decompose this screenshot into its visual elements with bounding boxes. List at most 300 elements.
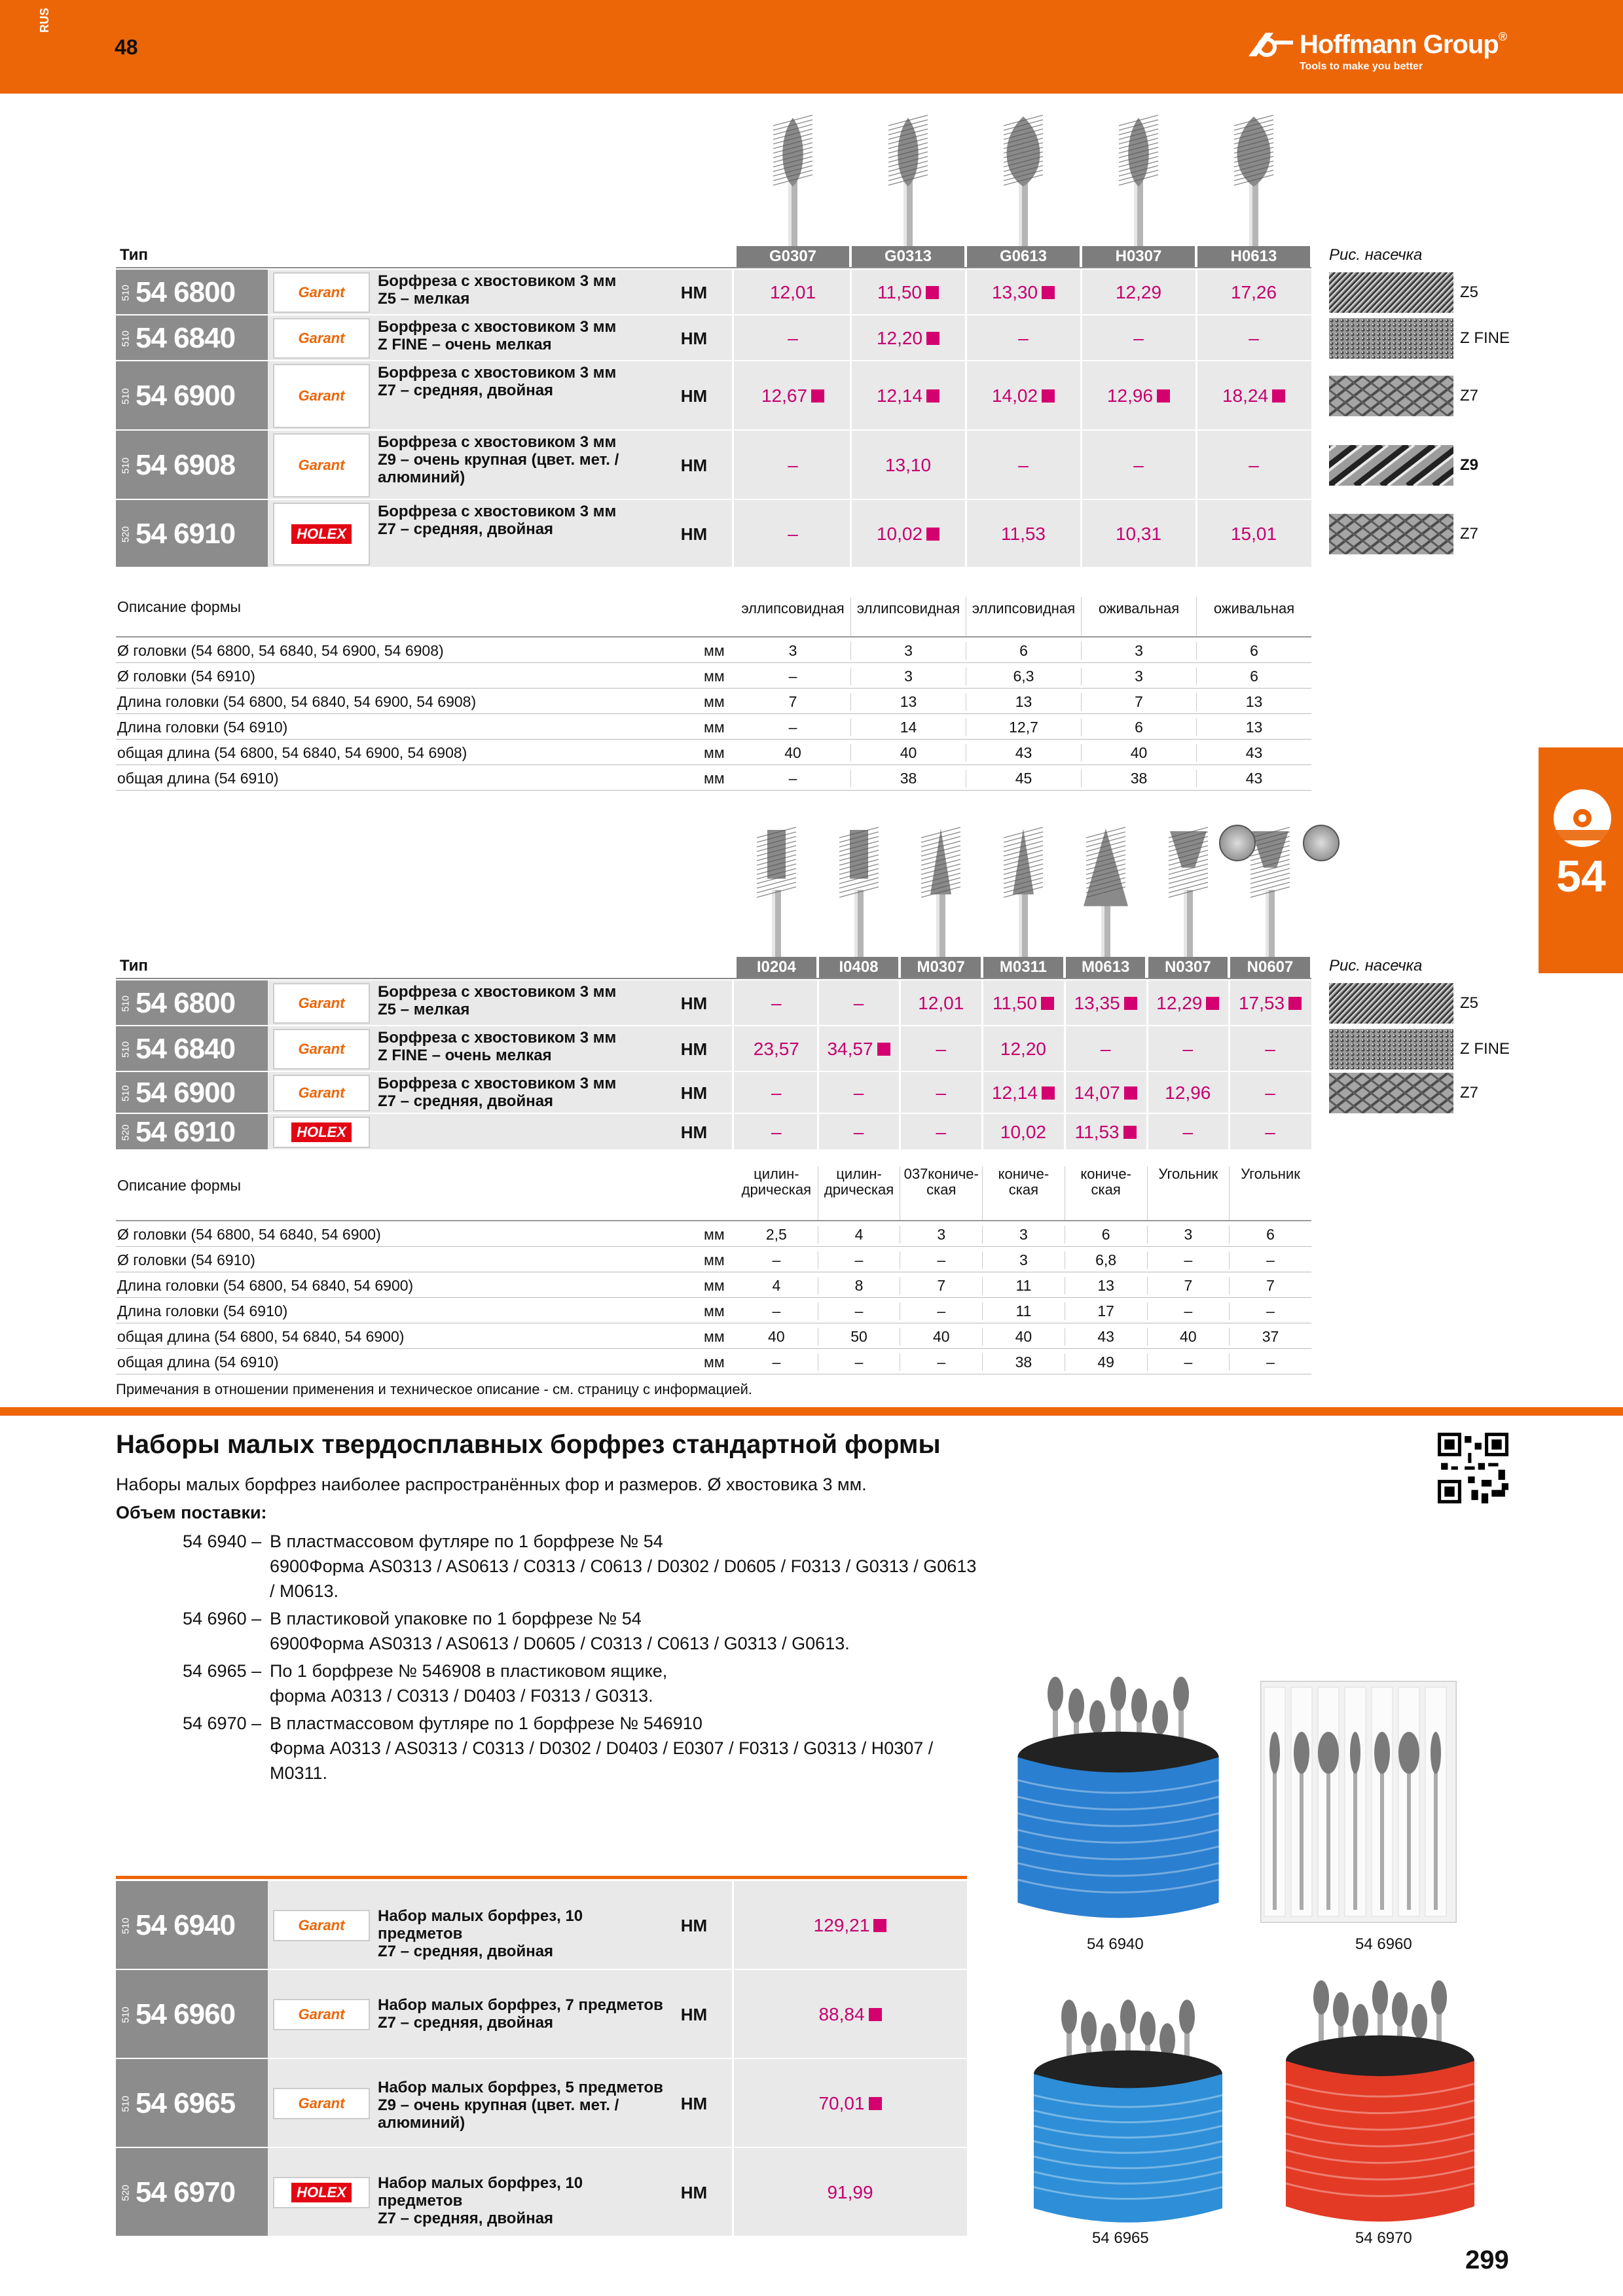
price-cell[interactable]	[735, 315, 850, 361]
column-separator	[981, 1072, 983, 1114]
column-header: M0613	[1066, 957, 1146, 978]
spec-value: 3	[1147, 1226, 1230, 1244]
price-value: 14,02	[991, 386, 1038, 406]
set-image-546970	[1282, 1977, 1478, 2232]
price-cell[interactable]	[850, 361, 966, 431]
spec-value: 3	[850, 668, 966, 685]
price-cell[interactable]	[966, 431, 1081, 500]
price-cell[interactable]	[966, 500, 1081, 568]
scope-item-line: форма A0313 / C0313 / D0403 / F0313 / G0313.	[270, 1686, 653, 1706]
article-number	[116, 1072, 268, 1114]
in-stock-marker	[1288, 997, 1302, 1010]
price-cell[interactable]	[818, 980, 900, 1026]
shape-name	[818, 1166, 900, 1220]
spec-value: –	[1229, 1302, 1311, 1320]
price-cell[interactable]	[1065, 1026, 1147, 1072]
column-separator	[1080, 361, 1082, 431]
description-line: Набор малых борфрез, 7 предметов	[378, 1996, 663, 2014]
cut-pattern-name: Z7	[1460, 525, 1479, 543]
column-separator	[981, 1026, 983, 1072]
price-value: –	[1182, 1122, 1194, 1142]
spec-value: 40	[850, 744, 966, 762]
price-cell[interactable]	[1229, 1026, 1311, 1072]
price-cell[interactable]	[1081, 361, 1196, 431]
shape-name	[1081, 597, 1196, 636]
column-separator	[732, 431, 734, 500]
burr-image	[1159, 823, 1218, 971]
shape-line: дрическая	[824, 1181, 894, 1198]
type-label: Тип	[120, 957, 148, 975]
scope-item-line: В пластмассовом футляре по 1 борфрезе № 54	[270, 1532, 663, 1551]
price-value: 13,35	[1074, 993, 1120, 1013]
column-separator	[1146, 1072, 1148, 1114]
shape-name	[735, 1166, 818, 1220]
price-cell[interactable]	[850, 315, 966, 361]
spec-value: 43	[1065, 1328, 1147, 1346]
price-cell[interactable]	[735, 431, 850, 500]
shape-line: цилин-	[754, 1166, 799, 1182]
spec-label: Длина головки (54 6910)	[117, 719, 288, 736]
material-hm: HM	[680, 2005, 708, 2024]
spec-value: 13	[1196, 719, 1311, 736]
price-cell[interactable]	[733, 2148, 967, 2237]
price-cell[interactable]	[982, 1072, 1065, 1114]
price-value: 11,50	[992, 993, 1037, 1013]
description-line: Z5 – мелкая	[378, 1001, 470, 1018]
spec-value: –	[772, 1251, 781, 1268]
price-value: –	[788, 524, 798, 544]
spec-value: 11	[982, 1277, 1065, 1295]
shape-label: Описание формы	[117, 1177, 242, 1194]
price-cell[interactable]	[818, 1114, 900, 1151]
scope-item-code: 54 6960 –	[183, 1609, 262, 1628]
cut-pattern-swatch	[1329, 272, 1453, 313]
material-hm: HM	[680, 329, 708, 348]
cut-pattern-name: Z FINE	[1460, 1040, 1510, 1058]
column-separator	[817, 1072, 819, 1114]
article-number-text: 54 6800	[136, 276, 236, 308]
description-line: Z9 – очень крупная (цвет. мет. /	[378, 2096, 619, 2114]
price-cell[interactable]	[982, 1114, 1065, 1151]
price-value: 11,53	[1074, 1122, 1120, 1142]
price-value: 13,10	[884, 455, 932, 475]
in-stock-marker	[926, 332, 939, 345]
price-cell[interactable]	[735, 1072, 818, 1114]
in-stock-marker	[1124, 997, 1137, 1010]
in-stock-marker	[869, 2097, 882, 2110]
price-cell[interactable]	[735, 1026, 818, 1072]
garant-logo: Garant	[298, 330, 345, 346]
price-cell[interactable]	[1065, 1072, 1147, 1114]
brand-logo	[273, 318, 370, 359]
price-value: 34,57	[827, 1039, 873, 1059]
garant-logo: Garant	[298, 284, 345, 300]
price-value: 12,14	[991, 1083, 1038, 1103]
column-separator	[850, 431, 852, 500]
row-separator	[116, 2236, 967, 2238]
product-description	[378, 272, 666, 308]
price-value: –	[1265, 1122, 1275, 1142]
spec-value: 3	[982, 1251, 1065, 1269]
chapter-number: 54	[1556, 852, 1606, 901]
price-cell[interactable]	[733, 1881, 967, 1970]
material-hm: HM	[680, 994, 708, 1013]
price-cell[interactable]	[735, 980, 818, 1026]
brand-logo	[273, 2177, 370, 2208]
column-separator	[1064, 980, 1066, 1026]
shape-line: эллипсовидная	[856, 600, 960, 617]
page-number-left: 48	[115, 35, 138, 59]
price-cell[interactable]	[966, 315, 1081, 361]
spec-value: 3	[850, 642, 966, 660]
price-cell[interactable]	[900, 1026, 982, 1072]
price-cell[interactable]	[982, 980, 1065, 1026]
column-header: M0311	[983, 957, 1063, 978]
price-value: –	[771, 993, 782, 1013]
spec-value: 43	[1196, 744, 1311, 762]
column-header: G0307	[737, 246, 849, 267]
description-line: Борфреза с хвостовиком 3 мм	[378, 1029, 617, 1047]
garant-logo: Garant	[298, 2006, 345, 2022]
brand-logo	[273, 1117, 370, 1148]
spec-value: 6	[1196, 642, 1311, 660]
scope-item-line: В пластмассовом футляре по 1 борфрезе № 546910	[270, 1713, 702, 1733]
article-number	[116, 315, 268, 361]
in-stock-marker	[1123, 1126, 1137, 1139]
price-cell[interactable]	[818, 1026, 900, 1072]
price-value: –	[788, 455, 798, 475]
price-value: 10,02	[1000, 1122, 1046, 1142]
article-number	[116, 431, 268, 500]
spec-value: 40	[768, 1328, 785, 1345]
spec-value: 11	[982, 1302, 1065, 1320]
column-separator	[1228, 1026, 1230, 1072]
dovetail-top-view-icon	[1303, 825, 1340, 861]
cut-pattern-swatch	[1329, 983, 1453, 1024]
shape-line: дрическая	[741, 1181, 811, 1198]
spec-value: 3	[900, 1226, 982, 1244]
price-cell[interactable]	[735, 500, 850, 568]
spec-value: –	[772, 1354, 781, 1371]
article-number-text: 54 6970	[136, 2176, 236, 2208]
price-cell[interactable]	[850, 431, 966, 500]
product-description	[378, 318, 666, 353]
column-separator	[732, 361, 734, 431]
price-value: –	[1133, 328, 1144, 348]
price-group: 520	[120, 526, 132, 543]
price-value: –	[1249, 455, 1259, 475]
price-cell[interactable]	[735, 1114, 818, 1151]
spec-value: 7	[1147, 1277, 1230, 1295]
price-group: 520	[120, 2184, 132, 2201]
column-separator	[1080, 270, 1082, 315]
language-label: RUS	[38, 7, 51, 33]
column-separator	[732, 270, 734, 315]
material-hm: HM	[680, 456, 708, 475]
shape-line: ская	[926, 1181, 957, 1198]
in-stock-marker	[1124, 1086, 1137, 1100]
price-cell[interactable]	[966, 270, 1081, 315]
price-cell[interactable]	[1196, 270, 1311, 315]
in-stock-marker	[926, 528, 939, 541]
price-cell[interactable]	[1229, 1114, 1311, 1151]
price-cell[interactable]	[1147, 1072, 1230, 1114]
spec-value: –	[1229, 1251, 1311, 1269]
spec-value: 6	[1196, 668, 1311, 685]
article-number-text: 54 6908	[136, 449, 236, 481]
scope-item-line: M0311.	[270, 1763, 328, 1783]
column-separator	[1080, 500, 1082, 568]
scope-item-code: 54 6940 –	[183, 1532, 262, 1551]
article-number	[116, 2148, 268, 2237]
column-separator	[1080, 431, 1082, 500]
price-value: 12,20	[876, 328, 923, 348]
column-separator	[1146, 1026, 1148, 1072]
qr-code-icon[interactable]	[1438, 1433, 1508, 1503]
price-cell[interactable]	[1081, 315, 1196, 361]
set-image-546940	[1013, 1673, 1223, 1928]
spec-label: Длина головки (54 6910)	[117, 1302, 288, 1319]
material-hm: HM	[680, 524, 708, 544]
article-number	[116, 1114, 268, 1151]
price-value: 88,84	[818, 2004, 865, 2024]
price-cell[interactable]	[733, 1970, 967, 2059]
article-number	[116, 980, 268, 1026]
header-line	[116, 978, 1311, 979]
spec-value: 6	[1065, 1226, 1147, 1244]
description-line: Набор малых борфрез, 10 предметов	[378, 1907, 583, 1943]
column-separator	[850, 361, 852, 431]
spec-value: 7	[1229, 1277, 1311, 1295]
spec-unit: мм	[704, 1251, 725, 1268]
scope-label: Объем поставки:	[116, 1503, 267, 1522]
price-value: 129,21	[813, 1915, 870, 1935]
price-cell[interactable]	[1147, 980, 1230, 1026]
price-cell[interactable]	[1229, 980, 1311, 1026]
in-stock-marker	[1042, 1086, 1055, 1100]
spec-value: 6,8	[1065, 1251, 1147, 1269]
spec-value: 17	[1065, 1302, 1147, 1320]
grinding-wheel-icon	[1550, 785, 1615, 851]
cut-pattern-swatch	[1329, 318, 1453, 359]
spec-unit: мм	[704, 1328, 725, 1345]
price-value: –	[853, 1122, 864, 1142]
scope-item-line: / M0613.	[270, 1581, 339, 1601]
product-description	[378, 433, 666, 486]
price-cell[interactable]	[900, 1072, 982, 1114]
spec-value: –	[900, 1251, 982, 1269]
description-line: Борфреза с хвостовиком 3 мм	[378, 1075, 617, 1092]
description-line: Z FINE – очень мелкая	[378, 336, 552, 353]
spec-label: Длина головки (54 6800, 54 6840, 54 6900, 54 6908)	[117, 693, 477, 710]
material-hm: HM	[680, 386, 708, 406]
in-stock-marker	[1272, 389, 1285, 403]
spec-label: Ø головки (54 6910)	[117, 1251, 255, 1268]
column-header: M0307	[901, 957, 981, 978]
price-value: 10,02	[876, 524, 923, 544]
scope-item-code: 54 6970 –	[183, 1713, 262, 1733]
cut-pattern-name: Z7	[1460, 1084, 1479, 1102]
column-separator	[1195, 315, 1197, 361]
spec-label: Длина головки (54 6800, 54 6840, 54 6900)	[117, 1277, 414, 1294]
description-line: Z7 – средняя, двойная	[378, 2210, 554, 2227]
brand-logo	[273, 983, 370, 1024]
shape-line: коничe-	[998, 1166, 1049, 1182]
column-separator	[732, 500, 734, 568]
spec-label: общая длина (54 6910)	[117, 1354, 279, 1371]
column-separator	[1195, 361, 1197, 431]
set-image-caption: 54 6940	[1087, 1935, 1144, 1953]
price-cell[interactable]	[1196, 315, 1311, 361]
column-separator	[817, 1026, 819, 1072]
column-separator	[899, 1072, 901, 1114]
price-cell[interactable]	[1081, 500, 1196, 568]
burr-image	[830, 823, 888, 971]
article-number-text: 54 6940	[136, 1909, 236, 1941]
set-image-546965	[1030, 1996, 1226, 2232]
shape-line: Угольник	[1241, 1166, 1300, 1182]
column-separator	[850, 500, 852, 568]
scope-item-line: В пластиковой упаковке по 1 борфрезе № 54	[270, 1609, 642, 1628]
price-cell[interactable]	[735, 270, 850, 315]
column-separator	[850, 315, 852, 361]
shape-line: цилин-	[836, 1166, 882, 1182]
price-value: –	[1018, 328, 1029, 348]
sets-title: Наборы малых твердосплавных борфрез стандартной формы	[116, 1430, 941, 1459]
description-line: Z FINE – очень мелкая	[378, 1047, 552, 1064]
column-separator	[1228, 980, 1230, 1026]
column-separator	[1195, 431, 1197, 500]
article-number	[116, 1970, 268, 2059]
brand-logo	[273, 433, 370, 497]
spec-value: 40	[1081, 744, 1196, 762]
column-separator	[817, 1114, 819, 1151]
column-separator	[1195, 270, 1197, 315]
spec-value: 38	[982, 1354, 1065, 1371]
price-value: 14,07	[1074, 1083, 1120, 1103]
garant-logo: Garant	[298, 1085, 345, 1101]
spec-value: 13	[966, 693, 1081, 711]
price-cell[interactable]	[1147, 1114, 1230, 1151]
shape-name	[1065, 1166, 1147, 1220]
column-separator	[1228, 1072, 1230, 1114]
price-cell[interactable]	[1196, 500, 1311, 568]
price-cell[interactable]	[1065, 980, 1147, 1026]
spec-value: 3	[788, 642, 797, 659]
shape-name	[1196, 597, 1311, 636]
price-value: 12,67	[761, 386, 808, 406]
shape-line: эллипсовидная	[741, 600, 845, 617]
price-cell[interactable]	[1081, 270, 1196, 315]
column-header: H0613	[1197, 246, 1310, 267]
column-header: G0313	[852, 246, 964, 267]
spec-label: общая длина (54 6800, 54 6840, 54 6900)	[117, 1328, 405, 1345]
shape-name	[1229, 1166, 1311, 1220]
spec-value: 8	[818, 1277, 900, 1295]
price-group: 510	[120, 995, 132, 1012]
price-cell[interactable]	[1196, 431, 1311, 500]
price-value: 12,96	[1106, 386, 1154, 406]
spec-value: 4	[772, 1277, 781, 1294]
article-number-text: 54 6900	[136, 1077, 236, 1109]
price-cell[interactable]	[1065, 1114, 1147, 1151]
price-cell[interactable]	[850, 500, 966, 568]
column-separator	[1146, 980, 1148, 1026]
price-cell[interactable]	[1196, 361, 1311, 431]
column-separator	[981, 980, 983, 1026]
spec-value: 50	[818, 1328, 900, 1346]
brand-logo	[273, 1910, 370, 1941]
price-value: –	[1018, 455, 1029, 475]
spec-value: 2,5	[765, 1226, 787, 1243]
product-description	[378, 503, 666, 538]
description-line: Z7 – средняя, двойная	[378, 1943, 554, 1960]
price-value: 13,30	[991, 282, 1038, 302]
price-cell[interactable]	[733, 2059, 967, 2148]
price-cell[interactable]	[1229, 1072, 1311, 1114]
description-line: Борфреза с хвостовиком 3 мм	[378, 503, 617, 520]
column-separator	[965, 500, 967, 568]
spec-unit: мм	[704, 1302, 725, 1319]
price-value: –	[1265, 1083, 1275, 1103]
garant-logo: Garant	[298, 1041, 345, 1057]
spec-label: общая длина (54 6800, 54 6840, 54 6900, 54 6908)	[117, 744, 467, 761]
price-cell[interactable]	[966, 361, 1081, 431]
brand-logo	[273, 272, 370, 313]
set-image-caption: 54 6965	[1092, 2229, 1149, 2247]
price-group: 510	[120, 284, 132, 301]
column-separator	[732, 1114, 734, 1151]
spec-value: 13	[1065, 1277, 1147, 1295]
cut-pattern-swatch	[1329, 1029, 1453, 1069]
price-value: 12,14	[876, 386, 923, 406]
price-cell[interactable]	[850, 270, 966, 315]
spec-value: –	[900, 1302, 982, 1320]
article-number-text: 54 6910	[136, 518, 236, 550]
price-group: 510	[120, 1085, 132, 1102]
spec-value: –	[788, 719, 797, 736]
description-line: Z7 – средняя, двойная	[378, 2014, 554, 2032]
cut-pattern-name: Z5	[1460, 283, 1479, 301]
price-cell[interactable]	[1081, 431, 1196, 500]
in-stock-marker	[1206, 997, 1219, 1010]
burr-image	[1076, 823, 1135, 971]
spec-value: –	[1147, 1354, 1230, 1371]
price-cell[interactable]	[900, 980, 982, 1026]
column-separator	[732, 1026, 734, 1072]
price-group: 510	[120, 457, 132, 474]
type-label: Тип	[120, 246, 148, 264]
price-value: –	[853, 1083, 864, 1103]
price-cell[interactable]	[982, 1026, 1065, 1072]
spec-value: 38	[850, 770, 966, 787]
in-stock-marker	[1041, 997, 1054, 1010]
spec-value: 38	[1081, 770, 1196, 787]
price-cell[interactable]	[900, 1114, 982, 1151]
price-value: –	[936, 1122, 947, 1142]
price-cell[interactable]	[818, 1072, 900, 1114]
article-number-text: 54 6900	[136, 380, 236, 412]
article-number-text: 54 6840	[136, 322, 236, 354]
price-group: 510	[120, 330, 132, 347]
price-cell[interactable]	[1147, 1026, 1230, 1072]
price-cell[interactable]	[735, 361, 850, 431]
shape-label: Описание формы	[117, 598, 242, 615]
column-header: N0607	[1230, 957, 1310, 978]
column-header: I0408	[819, 957, 899, 978]
column-header: G0613	[967, 246, 1080, 267]
column-separator	[965, 431, 967, 500]
